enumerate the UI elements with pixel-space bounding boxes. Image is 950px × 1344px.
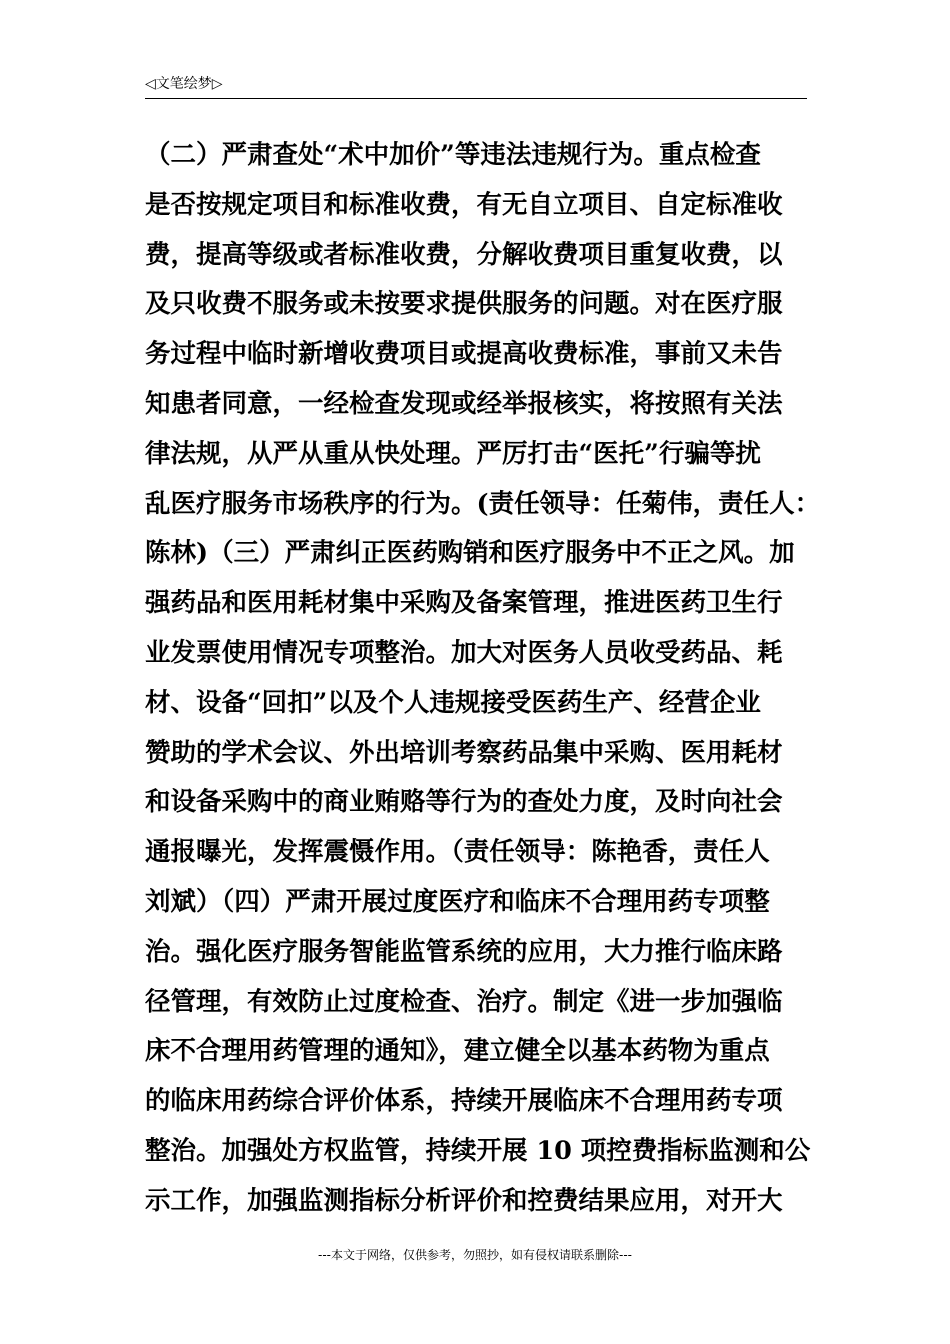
- text-line: 陈林)（三）严肃纠正医药购销和医疗服务中不正之风。加: [145, 538, 795, 569]
- text-line: 示工作，加强监测指标分析评价和控费结果应用，对开大: [145, 1185, 783, 1216]
- text-line: 和设备采购中的商业贿赂等行为的查处力度，及时向社会: [145, 787, 783, 818]
- text-line: 业发票使用情况专项整治。加大对医务人员收受药品、耗: [145, 637, 783, 668]
- text-line: 强药品和医用耗材集中采购及备案管理，推进医药卫生行: [145, 588, 783, 619]
- text-line: 刘斌）（四）严肃开展过度医疗和临床不合理用药专项整: [145, 886, 770, 917]
- text-line: 乱医疗服务市场秩序的行为。(责任领导：任菊伟，责任人：: [145, 488, 821, 519]
- text-line: 治。强化医疗服务智能监管系统的应用，大力推行临床路: [145, 936, 783, 967]
- text-line: 材、设备“回扣”以及个人违规接受医药生产、经营企业: [145, 687, 761, 718]
- text-line: 是否按规定项目和标准收费，有无自立项目、自定标准收: [145, 189, 783, 220]
- header-title: ◁文笔绘梦▷: [145, 76, 223, 92]
- text-line: 床不合理用药管理的通知》，建立健全以基本药物为重点: [145, 1036, 770, 1067]
- text-line: 务过程中临时新增收费项目或提高收费标准，事前又未告: [145, 339, 783, 370]
- text-line: 通报曝光，发挥震慑作用。（责任领导：陈艳香，责任人: [145, 837, 770, 868]
- document-body: [145, 131, 821, 1227]
- text-line: 赞助的学术会议、外出培训考察药品集中采购、医用耗材: [145, 737, 783, 768]
- text-line: 律法规，从严从重从快处理。严厉打击“医托”行骗等扰: [145, 438, 761, 469]
- text-line: 费，提高等级或者标准收费，分解收费项目重复收费，以: [145, 239, 783, 270]
- page-header: [145, 74, 807, 99]
- text-line: （二）严肃查处“术中加价”等违法违规行为。重点检查: [145, 140, 761, 170]
- text-line: 整治。加强处方权监管，持续开展 10 项控费指标监测和公: [145, 1135, 811, 1166]
- page-footer: ---本文于网络，仅供参考，勿照抄，如有侵权请联系删除---: [318, 1248, 632, 1262]
- text-line: 及只收费不服务或未按要求提供服务的问题。对在医疗服: [145, 289, 783, 320]
- text-line: 径管理，有效防止过度检查、治疗。制定《进一步加强临: [145, 986, 783, 1017]
- text-line: 的临床用药综合评价体系，持续开展临床不合理用药专项: [145, 1086, 783, 1117]
- text-line: 知患者同意，一经检查发现或经举报核实，将按照有关法: [145, 388, 783, 419]
